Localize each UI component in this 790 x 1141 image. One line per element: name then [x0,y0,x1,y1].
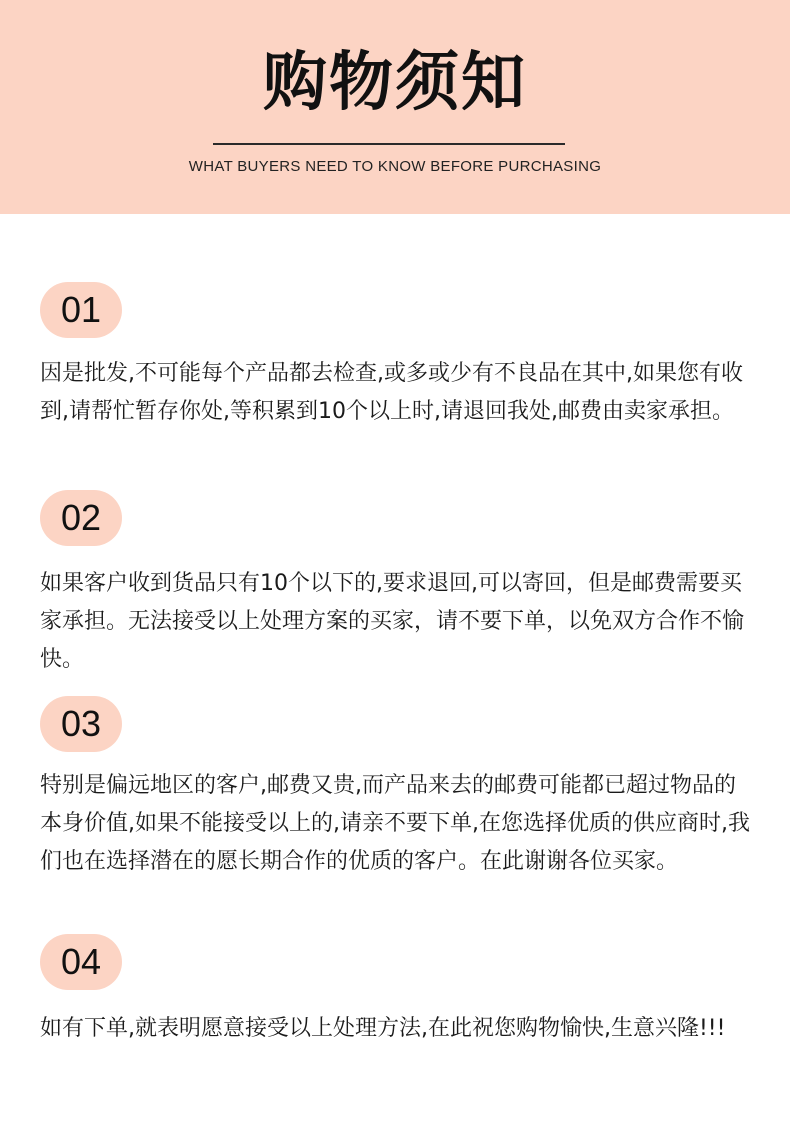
header-banner [0,0,790,214]
section-number-badge: 03 [40,696,122,752]
section-number-badge: 01 [40,282,122,338]
page-title: 购物须知 [263,46,527,120]
section-text: 如有下单,就表明愿意接受以上处理方法,在此祝您购物愉快,生意兴隆!!! [40,1016,726,1041]
section-text: 特别是偏远地区的客户,邮费又贵,而产品来去的邮费可能都已超过物品的本身价值,如果不能接受以上的,请亲不要下单,在您选择优质的供应商时,我们也在选择潜在的愿长期合作的优质的客户。在此谢谢各位买家。 [40,773,750,874]
section-text: 因是批发,不可能每个产品都去检查,或多或少有不良品在其中,如果您有收到,请帮忙暂存你处,等积累到10个以上时,请退回我处,邮费由卖家承担。 [40,361,743,424]
section-number-badge: 02 [40,490,122,546]
page-subtitle: WHAT BUYERS NEED TO KNOW BEFORE PURCHASING [188,158,602,175]
section-text: 如果客户收到货品只有10个以下的,要求退回,可以寄回，但是邮费需要买家承担。无法接受以上处理方案的买家，请不要下单，以免双方合作不愉快。 [40,571,745,672]
section-number-badge: 04 [40,934,122,990]
title-divider [213,143,565,145]
